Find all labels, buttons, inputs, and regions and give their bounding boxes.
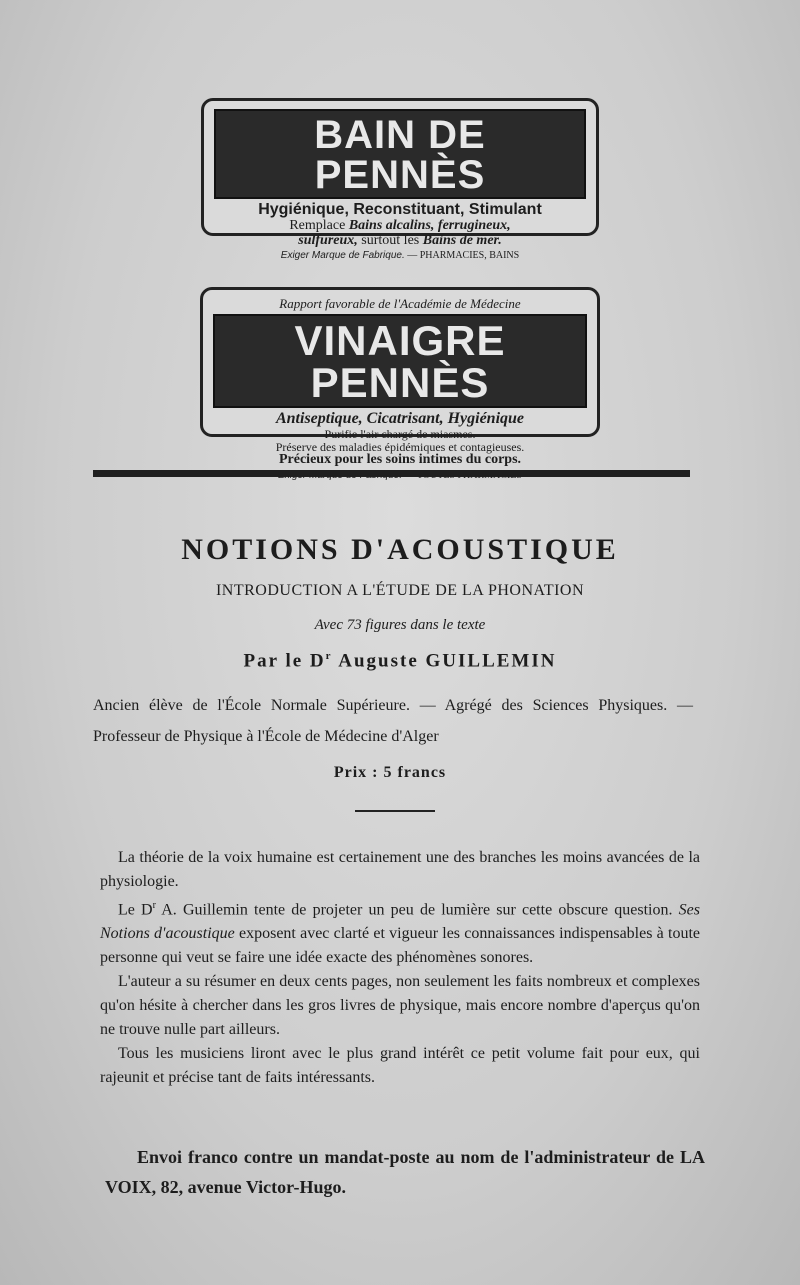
ad-bain-trademark: Exiger Marque de Fabrique. (280, 250, 405, 262)
desc-paragraph-2 (100, 894, 700, 970)
ad-bain-replaces (214, 219, 586, 234)
ad-bain-de-pennes (201, 98, 599, 262)
desc-paragraph-4: Tous les musiciens liront avec le plus grand intérêt ce petit volume fait pour eux, qui rajeunit et précise tant de faits intéressants. (100, 1045, 700, 1087)
ad-bain-replaces-list: Bains alcalins, ferrugineux, (348, 218, 511, 233)
ad-bain-bains-de-mer: Bains de mer. (422, 232, 502, 248)
author-credentials: Ancien élève de l'École Normale Supérieure. — Agrégé des Sciences Physiques. — Professeur de Physique à l'École de Médecine d'Alger (93, 697, 693, 745)
ad-vinaigre-tagline-text: Antiseptique, Cicatrisant, Hygiénique (275, 410, 525, 427)
ad-bain-sea (214, 234, 586, 249)
book-author (0, 650, 800, 672)
order-instructions: Envoi franco contre un mandat-poste au nom de l'administrateur de LA VOIX, 82, avenue Victor-Hugo. (105, 1147, 705, 1197)
book-subtitle: INTRODUCTION A L'ÉTUDE DE LA PHONATION (215, 582, 585, 599)
ad-bain-where: — PHARMACIES, BAINS (404, 250, 520, 262)
ad-vinaigre-pennes (200, 287, 600, 468)
book-description (100, 846, 700, 1090)
desc-paragraph-3: L'auteur a su résumer en deux cents pages, non seulement les faits nombreux et complexes qu'on hésite à chercher dans les gros livres de physique, mais encore nombre d'aperçus qu'on ne trouve nulle part ailleurs. (100, 973, 700, 1039)
desc-p2-lead: Le D (118, 901, 153, 919)
desc-p2-body: A. Guillemin tente de projeter un peu de lumière sur cette obscure question. (155, 901, 679, 919)
book-title: NOTIONS D'ACOUSTIQUE (181, 533, 619, 566)
ad-bain-banner: BAIN DE PENNÈS (214, 109, 586, 199)
book-figures-note: Avec 73 figures dans le texte (314, 617, 486, 633)
author-prefix: Par le D (243, 650, 326, 672)
desc-paragraph-1: La théorie de la voix humaine est certainement une des branches les moins avancées de la physiologie. (100, 849, 700, 890)
book-price: Prix : 5 francs (333, 764, 447, 781)
ad-vinaigre-line3: Préserve des maladies épidémiques et contagieuses. (275, 439, 525, 454)
ad-bain-replaces-lead: Remplace (289, 218, 349, 233)
desc-p2-tail: exposent avec clarté et vigueur les connaissances indispensables à toute personne qui veut se faire une idée exacte des phénomènes sonores. (100, 925, 700, 967)
author-sup: r (325, 650, 333, 662)
short-divider (355, 810, 435, 812)
ad-vinaigre-tagline (213, 410, 587, 428)
ad-bain-surtout: surtout les (357, 232, 423, 248)
ad-vinaigre-banner: VINAIGRE PENNÈS (213, 314, 587, 408)
ad-vinaigre-academy: Rapport favorable de l'Académie de Médecine (279, 296, 521, 311)
ad-bain-footer (214, 250, 586, 261)
ad-vinaigre-line4: Précieux pour les soins intimes du corps. (278, 452, 522, 468)
ad-bain-tagline: Hygiénique, Reconstituant, Stimulant (258, 201, 542, 218)
desc-p2-book-title: Ses Notions d'acoustique (100, 901, 700, 943)
section-divider (93, 470, 690, 477)
ad-vinaigre-line2: Purifie l'air chargé de miasmes. (324, 427, 476, 441)
desc-p2-sup: r (152, 900, 156, 911)
author-name: Auguste GUILLEMIN (332, 650, 557, 672)
ad-bain-sulfureux: sulfureux, (298, 232, 358, 248)
